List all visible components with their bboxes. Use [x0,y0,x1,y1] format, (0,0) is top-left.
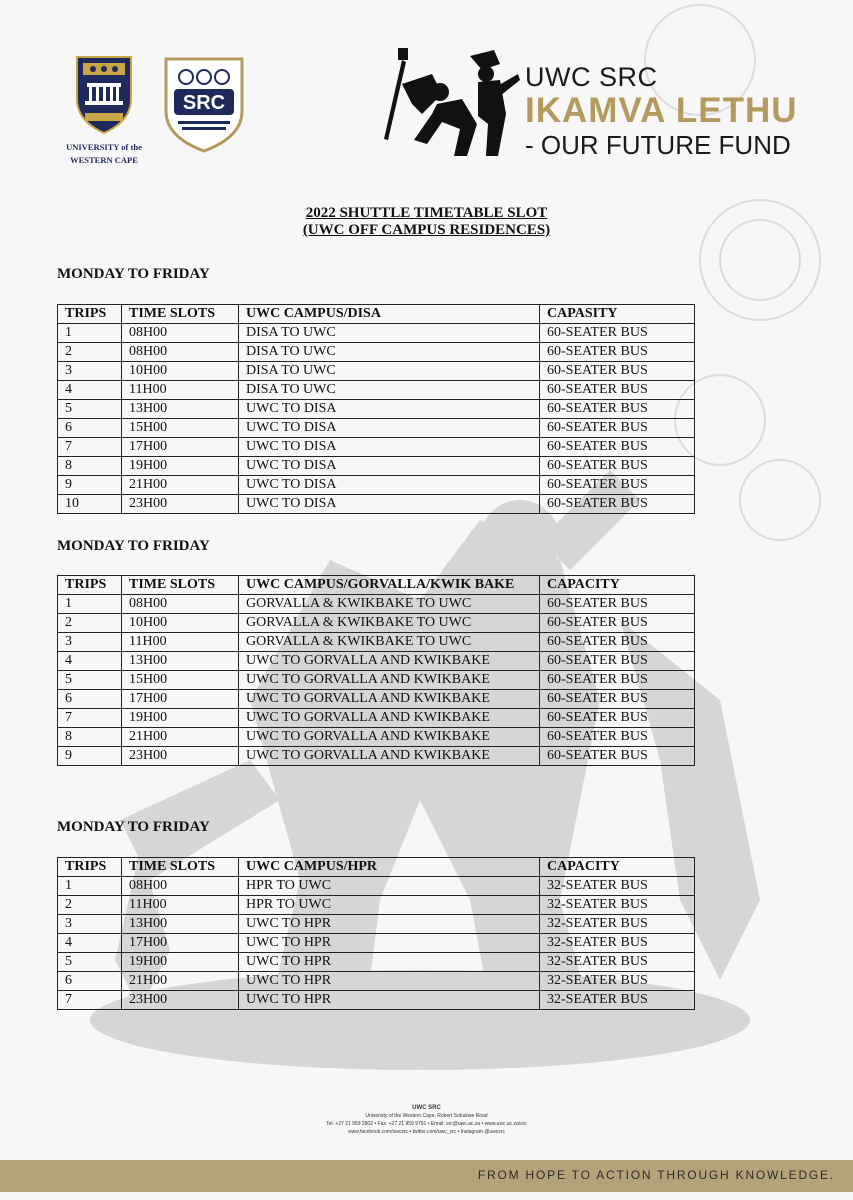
column-header: CAPASITY [540,305,695,324]
table-cell: 5 [58,400,122,419]
table-cell: UWC TO DISA [239,476,540,495]
table-cell: UWC TO DISA [239,495,540,514]
table-cell: DISA TO UWC [239,324,540,343]
table-cell: 21H00 [122,476,239,495]
table-cell: 60-SEATER BUS [540,652,695,671]
section-heading-disa: MONDAY TO FRIDAY [57,266,210,282]
table-cell: 13H00 [122,400,239,419]
disa-timetable-body [58,324,695,514]
table-cell: 19H00 [122,457,239,476]
table-cell: UWC TO HPR [239,934,540,953]
table-cell: GORVALLA & KWIKBAKE TO UWC [239,614,540,633]
section-heading-gorvalla: MONDAY TO FRIDAY [57,538,210,554]
table-cell: 9 [58,747,122,766]
table-cell: 5 [58,953,122,972]
table-cell: UWC TO DISA [239,438,540,457]
table-cell: 08H00 [122,877,239,896]
column-header: TRIPS [58,858,122,877]
table-cell: 32-SEATER BUS [540,934,695,953]
table-cell: 32-SEATER BUS [540,877,695,896]
table-cell: 60-SEATER BUS [540,671,695,690]
table-cell: 6 [58,690,122,709]
column-header: CAPACITY [540,576,695,595]
table-cell: 08H00 [122,324,239,343]
hpr-timetable-body [58,877,695,1010]
table-row [58,381,695,400]
table-row [58,400,695,419]
column-header: TRIPS [58,576,122,595]
table-row [58,652,695,671]
table-cell: 7 [58,991,122,1010]
table-cell: DISA TO UWC [239,362,540,381]
disa-timetable [57,304,695,514]
table-cell: 60-SEATER BUS [540,343,695,362]
table-cell: UWC TO DISA [239,457,540,476]
section-heading-hpr: MONDAY TO FRIDAY [57,819,210,835]
table-cell: GORVALLA & KWIKBAKE TO UWC [239,595,540,614]
table-cell: 60-SEATER BUS [540,438,695,457]
table-cell: 3 [58,915,122,934]
table-row [58,495,695,514]
table-cell: UWC TO GORVALLA AND KWIKBAKE [239,652,540,671]
column-header: TIME SLOTS [122,305,239,324]
table-cell: 13H00 [122,915,239,934]
table-cell: 19H00 [122,953,239,972]
table-row [58,690,695,709]
footer-tagline: FROM HOPE TO ACTION THROUGH KNOWLEDGE. [477,1168,835,1182]
table-cell: 60-SEATER BUS [540,362,695,381]
table-row [58,896,695,915]
table-cell: UWC TO DISA [239,400,540,419]
table-row [58,915,695,934]
fund-line-uwc-src: UWC SRC [525,62,658,92]
column-header: UWC CAMPUS/GORVALLA/KWIK BAKE [239,576,540,595]
table-cell: UWC TO DISA [239,419,540,438]
footer-contact-block [0,1104,853,1136]
table-cell: 11H00 [122,381,239,400]
table-cell: 60-SEATER BUS [540,457,695,476]
table-cell: 60-SEATER BUS [540,419,695,438]
table-cell: 13H00 [122,652,239,671]
table-cell: 3 [58,633,122,652]
table-cell: DISA TO UWC [239,381,540,400]
table-row [58,671,695,690]
table-cell: 32-SEATER BUS [540,972,695,991]
table-cell: 8 [58,728,122,747]
table-header-row [58,305,695,324]
table-cell: UWC TO GORVALLA AND KWIKBAKE [239,709,540,728]
table-cell: 17H00 [122,438,239,457]
table-cell: 1 [58,595,122,614]
table-header-row [58,576,695,595]
table-row [58,953,695,972]
footer-org: UWC SRC [412,1105,441,1111]
table-cell: 60-SEATER BUS [540,476,695,495]
statue-logo-icon [382,44,522,164]
table-cell: 21H00 [122,972,239,991]
table-cell: 08H00 [122,343,239,362]
column-header: TRIPS [58,305,122,324]
table-cell: UWC TO HPR [239,972,540,991]
table-row [58,991,695,1010]
table-row [58,595,695,614]
fund-line-our-future-fund: - OUR FUTURE FUND [525,130,791,160]
uwc-crest-icon [73,55,135,135]
table-cell: 60-SEATER BUS [540,690,695,709]
table-cell: UWC TO GORVALLA AND KWIKBAKE [239,747,540,766]
table-row [58,934,695,953]
footer-address: University of the Western Cape, Robert Sobukwe Road [365,1113,488,1119]
table-cell: 23H00 [122,747,239,766]
table-cell: 4 [58,381,122,400]
table-cell: 32-SEATER BUS [540,915,695,934]
table-cell: UWC TO HPR [239,915,540,934]
ikamva-statue-logo [382,44,522,169]
column-header: CAPACITY [540,858,695,877]
table-cell: 10H00 [122,614,239,633]
table-cell: GORVALLA & KWIKBAKE TO UWC [239,633,540,652]
table-cell: 23H00 [122,991,239,1010]
table-cell: UWC TO GORVALLA AND KWIKBAKE [239,671,540,690]
column-header: TIME SLOTS [122,576,239,595]
src-badge-icon [160,55,248,153]
src-logo [160,55,248,158]
table-cell: 10 [58,495,122,514]
table-cell: 17H00 [122,690,239,709]
table-cell: 3 [58,362,122,381]
table-cell: HPR TO UWC [239,877,540,896]
table-cell: 4 [58,652,122,671]
table-cell: 2 [58,343,122,362]
table-cell: 6 [58,419,122,438]
gorvalla-timetable [57,575,695,766]
table-cell: 60-SEATER BUS [540,709,695,728]
uwc-logo-caption-1: UNIVERSITY of the [66,142,142,152]
uwc-crest-logo [58,55,150,166]
ikamva-lethu-fund-wordmark [525,62,798,160]
table-cell: 21H00 [122,728,239,747]
table-cell: 2 [58,896,122,915]
table-cell: 60-SEATER BUS [540,728,695,747]
table-cell: 08H00 [122,595,239,614]
table-cell: 32-SEATER BUS [540,896,695,915]
table-cell: 15H00 [122,419,239,438]
uwc-logo-caption-2: WESTERN CAPE [70,155,138,165]
table-cell: 60-SEATER BUS [540,381,695,400]
table-cell: UWC TO HPR [239,953,540,972]
table-row [58,419,695,438]
table-cell: 8 [58,457,122,476]
table-cell: 60-SEATER BUS [540,324,695,343]
table-cell: 9 [58,476,122,495]
table-cell: 2 [58,614,122,633]
table-row [58,476,695,495]
table-cell: UWC TO GORVALLA AND KWIKBAKE [239,690,540,709]
table-cell: 60-SEATER BUS [540,400,695,419]
table-cell: 11H00 [122,633,239,652]
table-row [58,747,695,766]
column-header: UWC CAMPUS/HPR [239,858,540,877]
table-cell: 32-SEATER BUS [540,991,695,1010]
table-row [58,324,695,343]
table-cell: 15H00 [122,671,239,690]
table-cell: 17H00 [122,934,239,953]
table-row [58,343,695,362]
column-header: TIME SLOTS [122,858,239,877]
table-cell: 5 [58,671,122,690]
table-cell: 4 [58,934,122,953]
table-cell: 10H00 [122,362,239,381]
table-row [58,633,695,652]
table-cell: UWC TO HPR [239,991,540,1010]
table-cell: 6 [58,972,122,991]
src-logo-text: SRC [182,92,226,114]
table-row [58,972,695,991]
table-row [58,614,695,633]
table-cell: 1 [58,324,122,343]
table-row [58,362,695,381]
table-cell: 60-SEATER BUS [540,595,695,614]
table-cell: 19H00 [122,709,239,728]
column-header: UWC CAMPUS/DISA [239,305,540,324]
table-cell: 60-SEATER BUS [540,747,695,766]
table-row [58,877,695,896]
table-cell: 7 [58,438,122,457]
table-cell: 23H00 [122,495,239,514]
table-cell: 60-SEATER BUS [540,495,695,514]
table-cell: 7 [58,709,122,728]
table-cell: UWC TO GORVALLA AND KWIKBAKE [239,728,540,747]
footer-social: www.facebook.com/uwcsrc • twitter.com/uwc_src • Instagram @uwcsrc [348,1129,505,1135]
table-cell: HPR TO UWC [239,896,540,915]
footer-contacts: Tel: +27 21 959 2802 • Fax: +27 21 959 9791 • Email: src@uwc.ac.za • www.uwc.ac.za/src [326,1121,527,1127]
footer-bar [0,1160,853,1192]
table-row [58,728,695,747]
document-title [0,205,853,239]
fund-line-ikamva-lethu: IKAMVA LETHU [525,91,798,130]
table-row [58,438,695,457]
title-line-2: (UWC OFF CAMPUS RESIDENCES) [302,222,551,238]
table-row [58,457,695,476]
table-cell: 32-SEATER BUS [540,953,695,972]
title-line-1: 2022 SHUTTLE TIMETABLE SLOT [305,205,548,221]
table-cell: DISA TO UWC [239,343,540,362]
table-cell: 1 [58,877,122,896]
table-row [58,709,695,728]
gorvalla-timetable-body [58,595,695,766]
table-cell: 60-SEATER BUS [540,614,695,633]
hpr-timetable [57,857,695,1010]
table-cell: 11H00 [122,896,239,915]
table-header-row [58,858,695,877]
table-cell: 60-SEATER BUS [540,633,695,652]
